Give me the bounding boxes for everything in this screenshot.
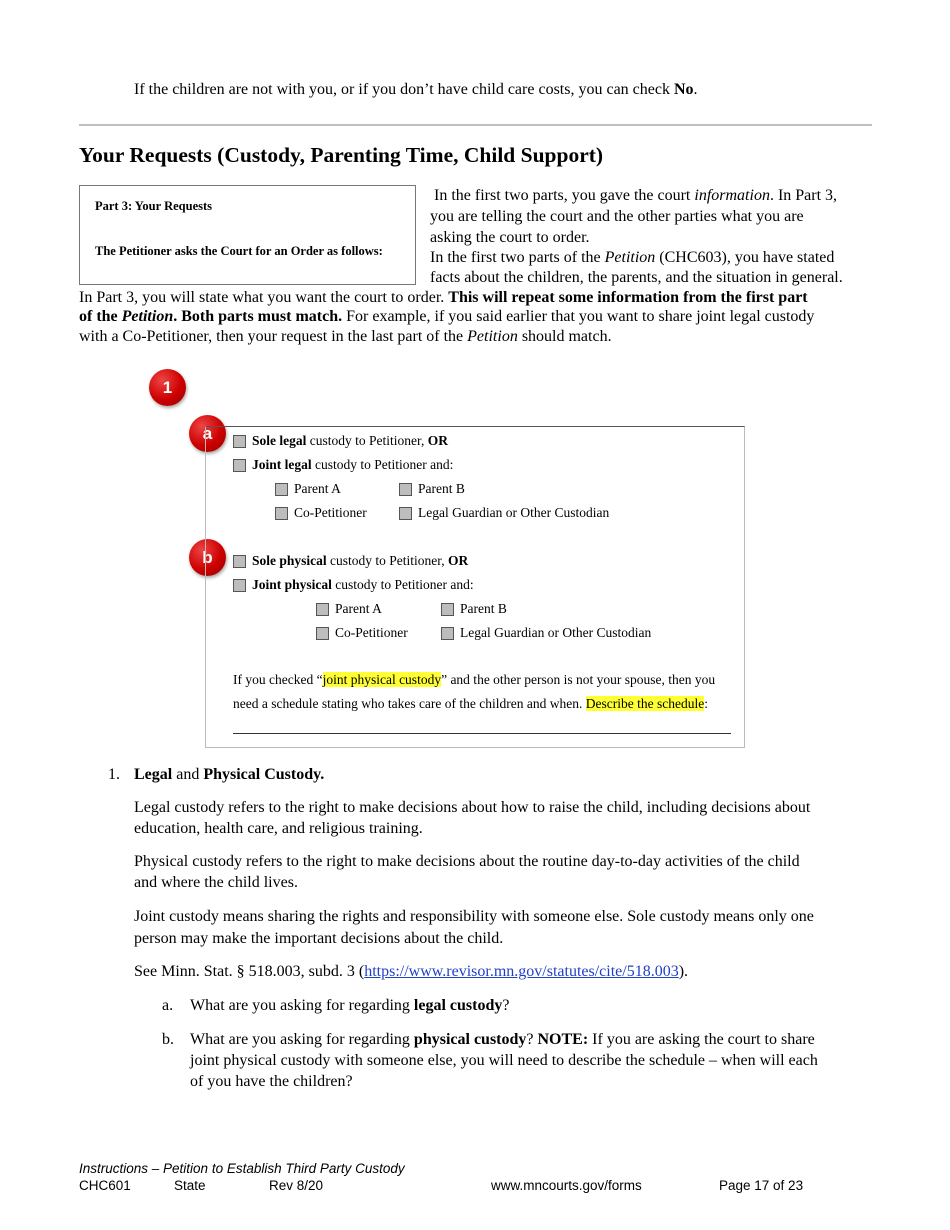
checkbox-legal-guardian[interactable] (399, 507, 412, 520)
text: Co-Petitioner (335, 625, 408, 640)
intro-no-line (134, 79, 698, 101)
legal-parent-b-row (399, 481, 465, 497)
text: Parent A (294, 481, 341, 496)
explain-line-5: facts about the children, the parents, and the situation in general. (430, 269, 843, 286)
text: Legal Guardian or Other Custodian (460, 625, 652, 640)
sub-a-question (190, 995, 509, 1017)
text: . Both parts must match. (173, 308, 343, 325)
statute-reference (134, 961, 688, 983)
checkbox-joint-physical[interactable] (233, 579, 246, 592)
checkbox-legal-copetitioner[interactable] (275, 507, 288, 520)
item-1-number: 1. (108, 766, 120, 783)
highlight-joint-physical: joint physical custody (322, 672, 442, 687)
sole-physical-row (233, 553, 468, 569)
sub-b-question-2: joint physical custody with someone else, you will need to describe the schedule – when will each (190, 1052, 818, 1069)
footer-scope: State (174, 1178, 206, 1193)
part3-subtitle: The Petitioner asks the Court for an Order as follows: (95, 244, 383, 258)
text: For example, if you said earlier that you want to share joint legal custody (342, 308, 815, 325)
text: physical custody (413, 1031, 527, 1048)
text: What are you asking for regarding (190, 1031, 414, 1048)
phys-guardian-row (441, 625, 651, 641)
text: OR (447, 553, 469, 568)
callout-a-badge: a (189, 415, 226, 452)
explain-line-3: asking the court to order. (430, 229, 590, 246)
text: (CHC603), you have stated (655, 249, 835, 266)
text: OR (427, 433, 448, 448)
italic-petition: Petition (467, 328, 518, 345)
highlight-describe-schedule: Describe the schedule (585, 696, 705, 711)
checkbox-phys-guardian[interactable] (441, 627, 454, 640)
sub-b-question-1 (190, 1029, 815, 1051)
italic-petition: Petition (604, 249, 656, 266)
legal-copetitioner-row (275, 505, 367, 521)
text: legal custody (413, 997, 503, 1014)
section-divider (79, 124, 872, 126)
callout-b-badge: b (189, 539, 226, 576)
text: In the first two parts of the (430, 249, 605, 266)
checkbox-phys-parent-b[interactable] (441, 603, 454, 616)
text: Sole physical (252, 553, 327, 568)
text: Parent A (335, 601, 382, 616)
checkbox-sole-legal[interactable] (233, 435, 246, 448)
text: should match. (517, 328, 612, 345)
footer-title: Instructions – Petition to Establish Third Party Custody (79, 1161, 405, 1176)
checkbox-sole-physical[interactable] (233, 555, 246, 568)
explain-line-4 (430, 247, 834, 269)
sub-b-question-3: of you have the children? (190, 1073, 353, 1090)
bold-repeat-info: This will repeat some information from the first part (448, 289, 808, 306)
part3-example-box (79, 185, 416, 285)
italic-information: information (694, 187, 770, 204)
legal-custody-def-1: Legal custody refers to the right to make decisions about how to raise the child, including decisions about (134, 799, 811, 816)
text: Joint legal (252, 457, 312, 472)
sole-legal-row (233, 433, 448, 449)
text: Parent B (418, 481, 465, 496)
text: : (704, 696, 708, 711)
legal-guardian-row (399, 505, 609, 521)
checkbox-legal-parent-b[interactable] (399, 483, 412, 496)
sub-a-letter: a. (162, 997, 174, 1014)
text: What are you asking for regarding (190, 997, 414, 1014)
text: NOTE: (537, 1031, 589, 1048)
text: with a Co-Petitioner, then your request in the last part of the (79, 328, 468, 345)
explain-line-1 (434, 185, 837, 207)
text: Parent B (460, 601, 507, 616)
callout-1-badge: 1 (149, 369, 186, 406)
explain-line-2: you are telling the court and the other parties what you are (430, 208, 804, 225)
part3-title: Part 3: Your Requests (95, 199, 213, 213)
footer-url: www.mncourts.gov/forms (491, 1178, 642, 1193)
joint-custody-def-2: person may make the important decisions about the child. (134, 930, 504, 947)
joint-legal-row (233, 457, 453, 473)
explain-line-8 (79, 326, 612, 348)
text: and (172, 766, 204, 783)
phys-parent-a-row (316, 601, 382, 617)
footer-revision: Rev 8/20 (269, 1178, 324, 1193)
text: custody to Petitioner, (306, 433, 428, 448)
schedule-note-line-2 (233, 696, 708, 712)
intro-text: If the children are not with you, or if you don’t have child care costs, you can check (134, 81, 674, 98)
intro-period: . (693, 81, 698, 98)
checkbox-phys-copetitioner[interactable] (316, 627, 329, 640)
checkbox-legal-parent-a[interactable] (275, 483, 288, 496)
text: ” and the other person is not your spouse, then you (441, 672, 716, 687)
text: If you are asking the court to share (588, 1031, 815, 1048)
legal-custody-def-2: education, health care, and religious training. (134, 820, 423, 837)
footer-page-number: Page 17 of 23 (719, 1178, 804, 1193)
text: need a schedule stating who takes care of the children and when. (233, 696, 586, 711)
text: Legal Guardian or Other Custodian (418, 505, 610, 520)
text: Sole legal (252, 433, 307, 448)
joint-custody-def-1: Joint custody means sharing the rights and responsibility with someone else. Sole custody means only one (134, 908, 814, 925)
section-heading: Your Requests (Custody, Parenting Time, Child Support) (79, 143, 604, 167)
phys-copetitioner-row (316, 625, 408, 641)
schedule-note-line-1 (233, 672, 715, 688)
physical-custody-def-2: and where the child lives. (134, 874, 298, 891)
text: ? (526, 1031, 538, 1048)
text: ). (678, 963, 689, 980)
checkbox-joint-legal[interactable] (233, 459, 246, 472)
sub-b-letter: b. (162, 1031, 174, 1048)
text: Co-Petitioner (294, 505, 367, 520)
text: Joint physical (252, 577, 332, 592)
item-1-title (134, 764, 324, 786)
explain-line-7 (79, 306, 814, 328)
text: custody to Petitioner and: (311, 457, 454, 472)
statute-link[interactable]: https://www.revisor.mn.gov/statutes/cite/518.003 (364, 963, 679, 980)
joint-physical-row (233, 577, 474, 593)
text: . In Part 3, (769, 187, 838, 204)
phys-parent-b-row (441, 601, 507, 617)
text: ? (502, 997, 510, 1014)
text: If you checked “ (233, 672, 323, 687)
text: See Minn. Stat. § 518.003, subd. 3 ( (134, 963, 365, 980)
text: custody to Petitioner and: (331, 577, 474, 592)
text: of the (79, 308, 122, 325)
physical-custody-def-1: Physical custody refers to the right to make decisions about the routine day-to-day activities of the child (134, 853, 800, 870)
legal-parent-a-row (275, 481, 341, 497)
checkbox-phys-parent-a[interactable] (316, 603, 329, 616)
text: In the first two parts, you gave the court (434, 187, 695, 204)
text: Physical Custody. (203, 766, 325, 783)
footer-form-code: CHC601 (79, 1178, 131, 1193)
bold-italic-petition: Petition (121, 308, 174, 325)
text: Legal (134, 766, 173, 783)
text: custody to Petitioner, (326, 553, 448, 568)
schedule-entry-line[interactable] (233, 733, 731, 734)
text: In Part 3, you will state what you want the court to order. (79, 289, 449, 306)
intro-no-bold: No (673, 81, 694, 98)
